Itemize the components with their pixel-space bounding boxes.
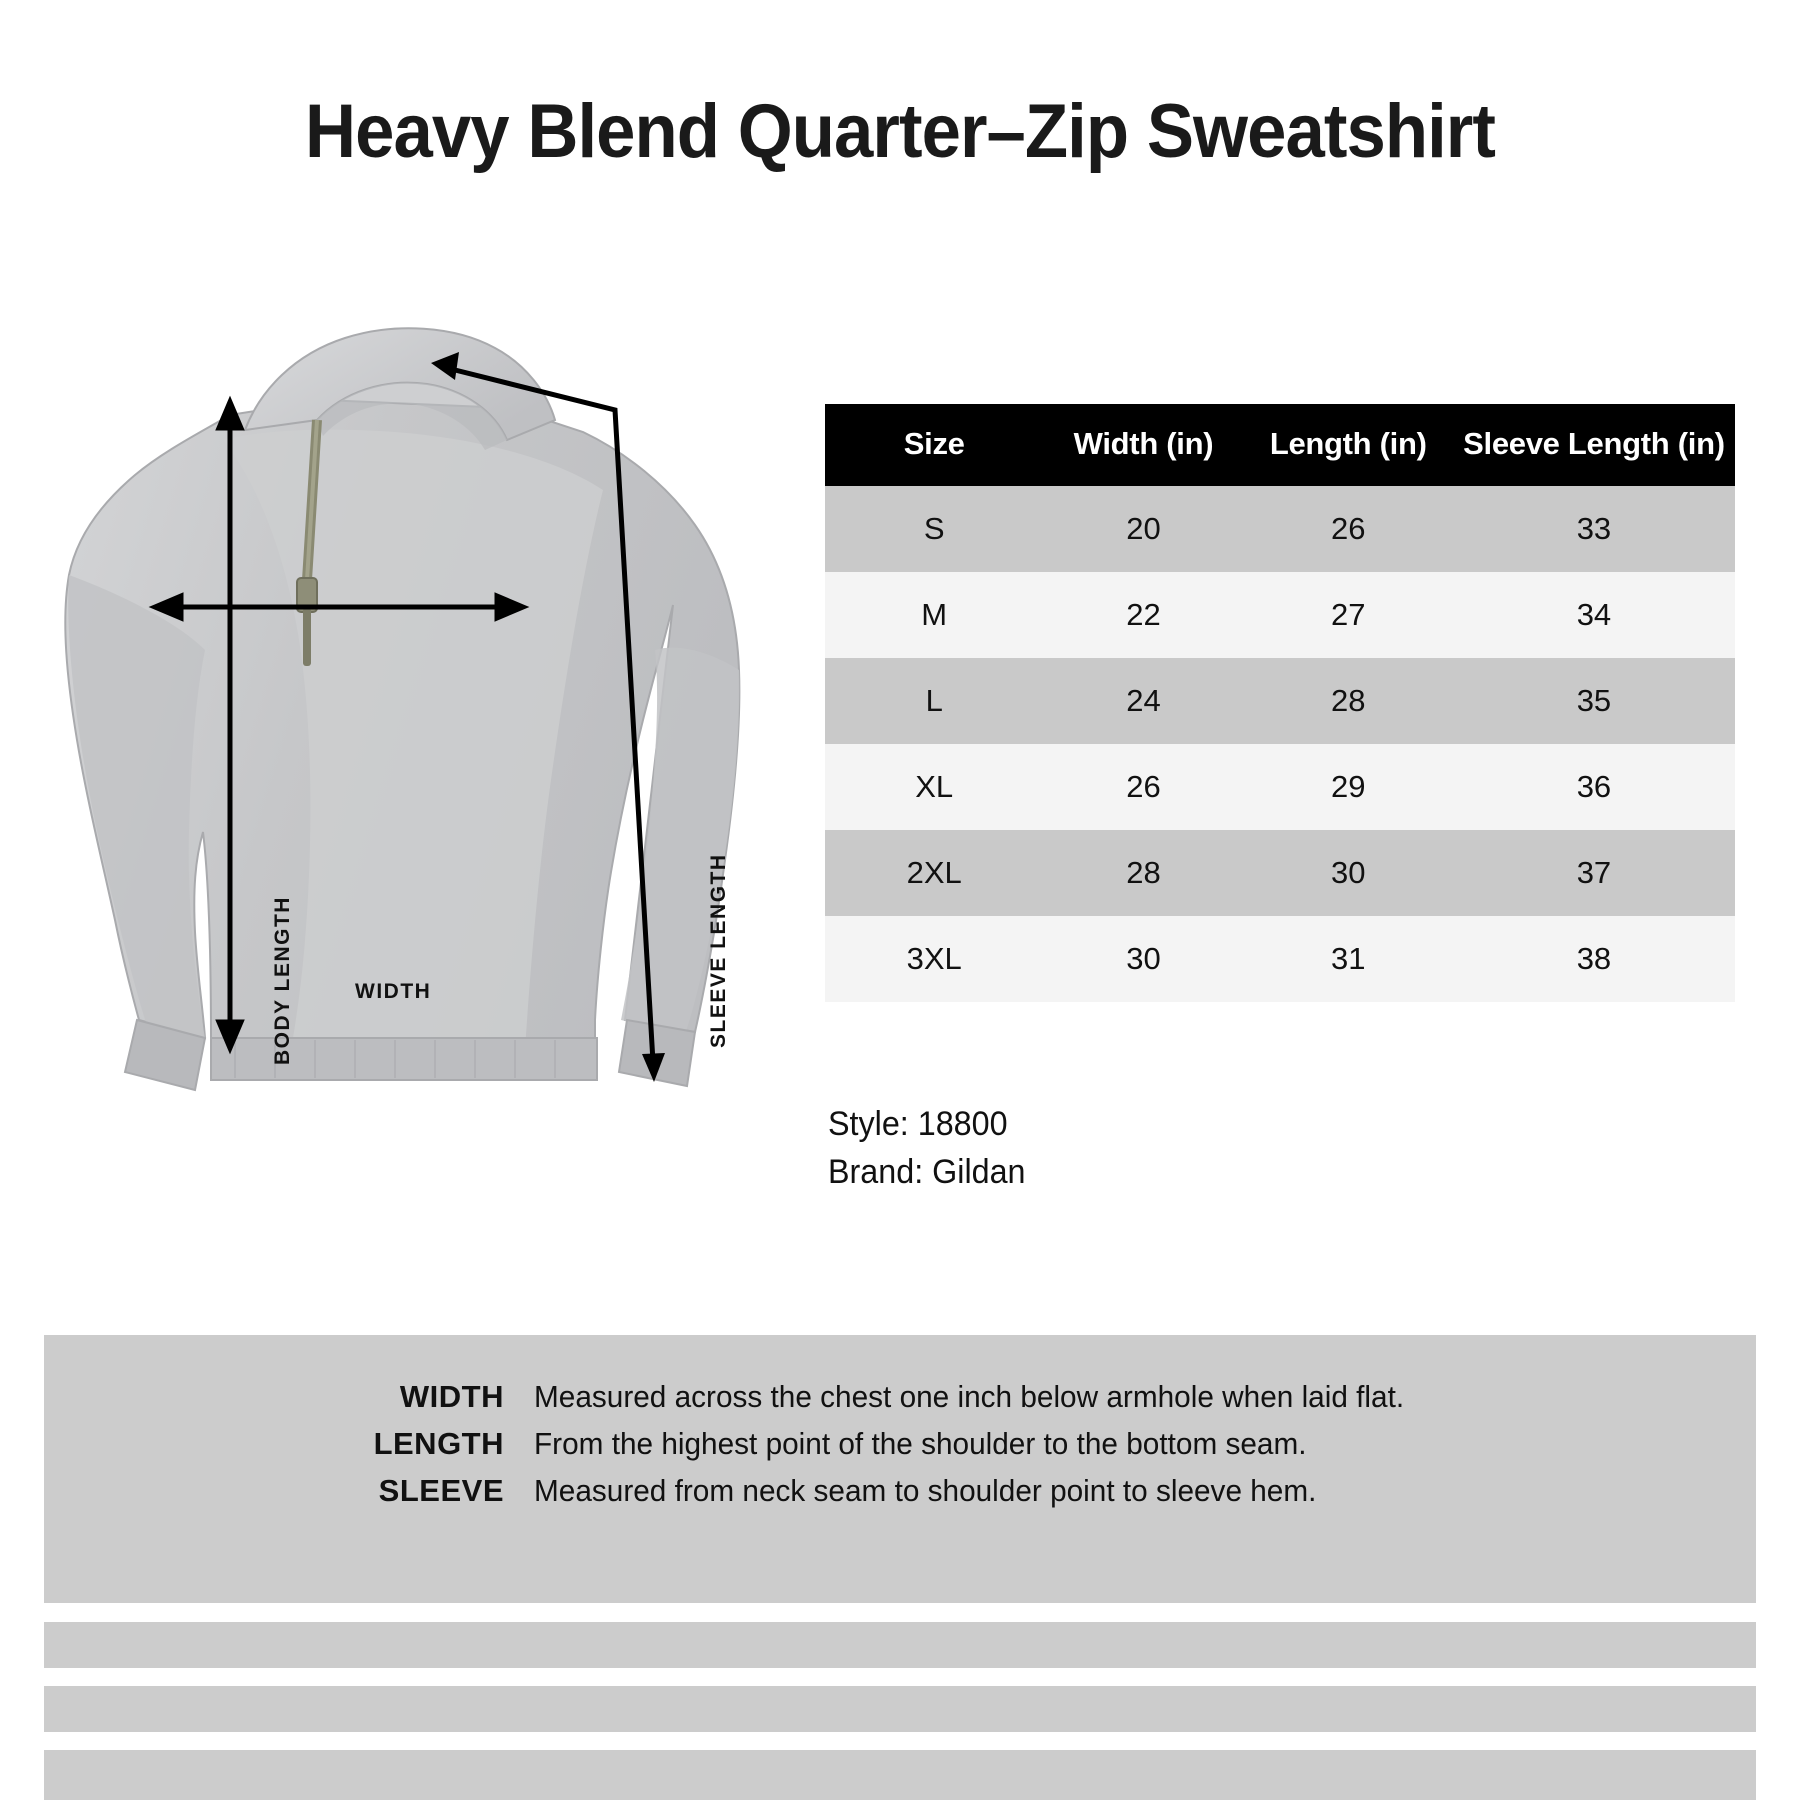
cell-width: 22 [1043, 572, 1243, 658]
legend-value-length: From the highest point of the shoulder to the bottom seam. [534, 1426, 1307, 1461]
decorative-stripe-1 [44, 1622, 1756, 1668]
style-number: Style: 18800 [828, 1105, 1008, 1143]
cell-width: 28 [1043, 830, 1243, 916]
cell-size: 3XL [825, 916, 1043, 1002]
page-title: Heavy Blend Quarter–Zip Sweatshirt [305, 89, 1495, 174]
table-row [825, 916, 1735, 1002]
cell-size: L [825, 658, 1043, 744]
garment-illustration [55, 320, 775, 1150]
legend-value-width: Measured across the chest one inch below armhole when laid flat. [534, 1379, 1405, 1414]
legend-value-sleeve: Measured from neck seam to shoulder point to sleeve hem. [534, 1473, 1317, 1508]
cell-width: 26 [1043, 744, 1243, 830]
table-row [825, 830, 1735, 916]
legend-item-sleeve [344, 1473, 1744, 1509]
cell-length: 27 [1244, 572, 1453, 658]
header-width: Width (in) [1043, 404, 1243, 486]
brand-name: Brand: Gildan [828, 1153, 1026, 1192]
cell-sleeve: 36 [1453, 744, 1735, 830]
cell-sleeve: 38 [1453, 916, 1735, 1002]
cell-length: 30 [1244, 830, 1453, 916]
legend-key-sleeve: SLEEVE [378, 1473, 504, 1508]
decorative-stripe-2 [44, 1686, 1756, 1732]
cell-width: 30 [1043, 916, 1243, 1002]
cell-size: S [825, 486, 1043, 572]
cell-sleeve: 37 [1453, 830, 1735, 916]
legend-item-length [344, 1426, 1744, 1462]
table-header-row [825, 404, 1735, 486]
sleeve-length-dimension-label: SLEEVE LENGTH [707, 853, 730, 1048]
cell-width: 24 [1043, 658, 1243, 744]
cell-width: 20 [1043, 486, 1243, 572]
size-table [825, 404, 1735, 1002]
cell-length: 26 [1244, 486, 1453, 572]
width-dimension-label: WIDTH [355, 980, 432, 1003]
cell-size: XL [825, 744, 1043, 830]
cell-sleeve: 35 [1453, 658, 1735, 744]
header-size: Size [825, 404, 1043, 486]
legend-item-width [344, 1379, 1744, 1415]
table-row [825, 572, 1735, 658]
cell-size: 2XL [825, 830, 1043, 916]
size-table-container [825, 404, 1735, 1002]
legend-key-length: LENGTH [373, 1426, 504, 1461]
legend-key-width: WIDTH [399, 1379, 504, 1414]
decorative-stripe-3 [44, 1750, 1756, 1800]
table-row [825, 486, 1735, 572]
cell-sleeve: 33 [1453, 486, 1735, 572]
cell-sleeve: 34 [1453, 572, 1735, 658]
table-row [825, 744, 1735, 830]
header-sleeve: Sleeve Length (in) [1453, 404, 1735, 486]
body-length-dimension-label: BODY LENGTH [271, 896, 294, 1065]
cell-length: 28 [1244, 658, 1453, 744]
cell-length: 31 [1244, 916, 1453, 1002]
cell-size: M [825, 572, 1043, 658]
measurement-legend [44, 1335, 1756, 1603]
table-row [825, 658, 1735, 744]
header-length: Length (in) [1244, 404, 1453, 486]
cell-length: 29 [1244, 744, 1453, 830]
product-meta [828, 1100, 1026, 1197]
